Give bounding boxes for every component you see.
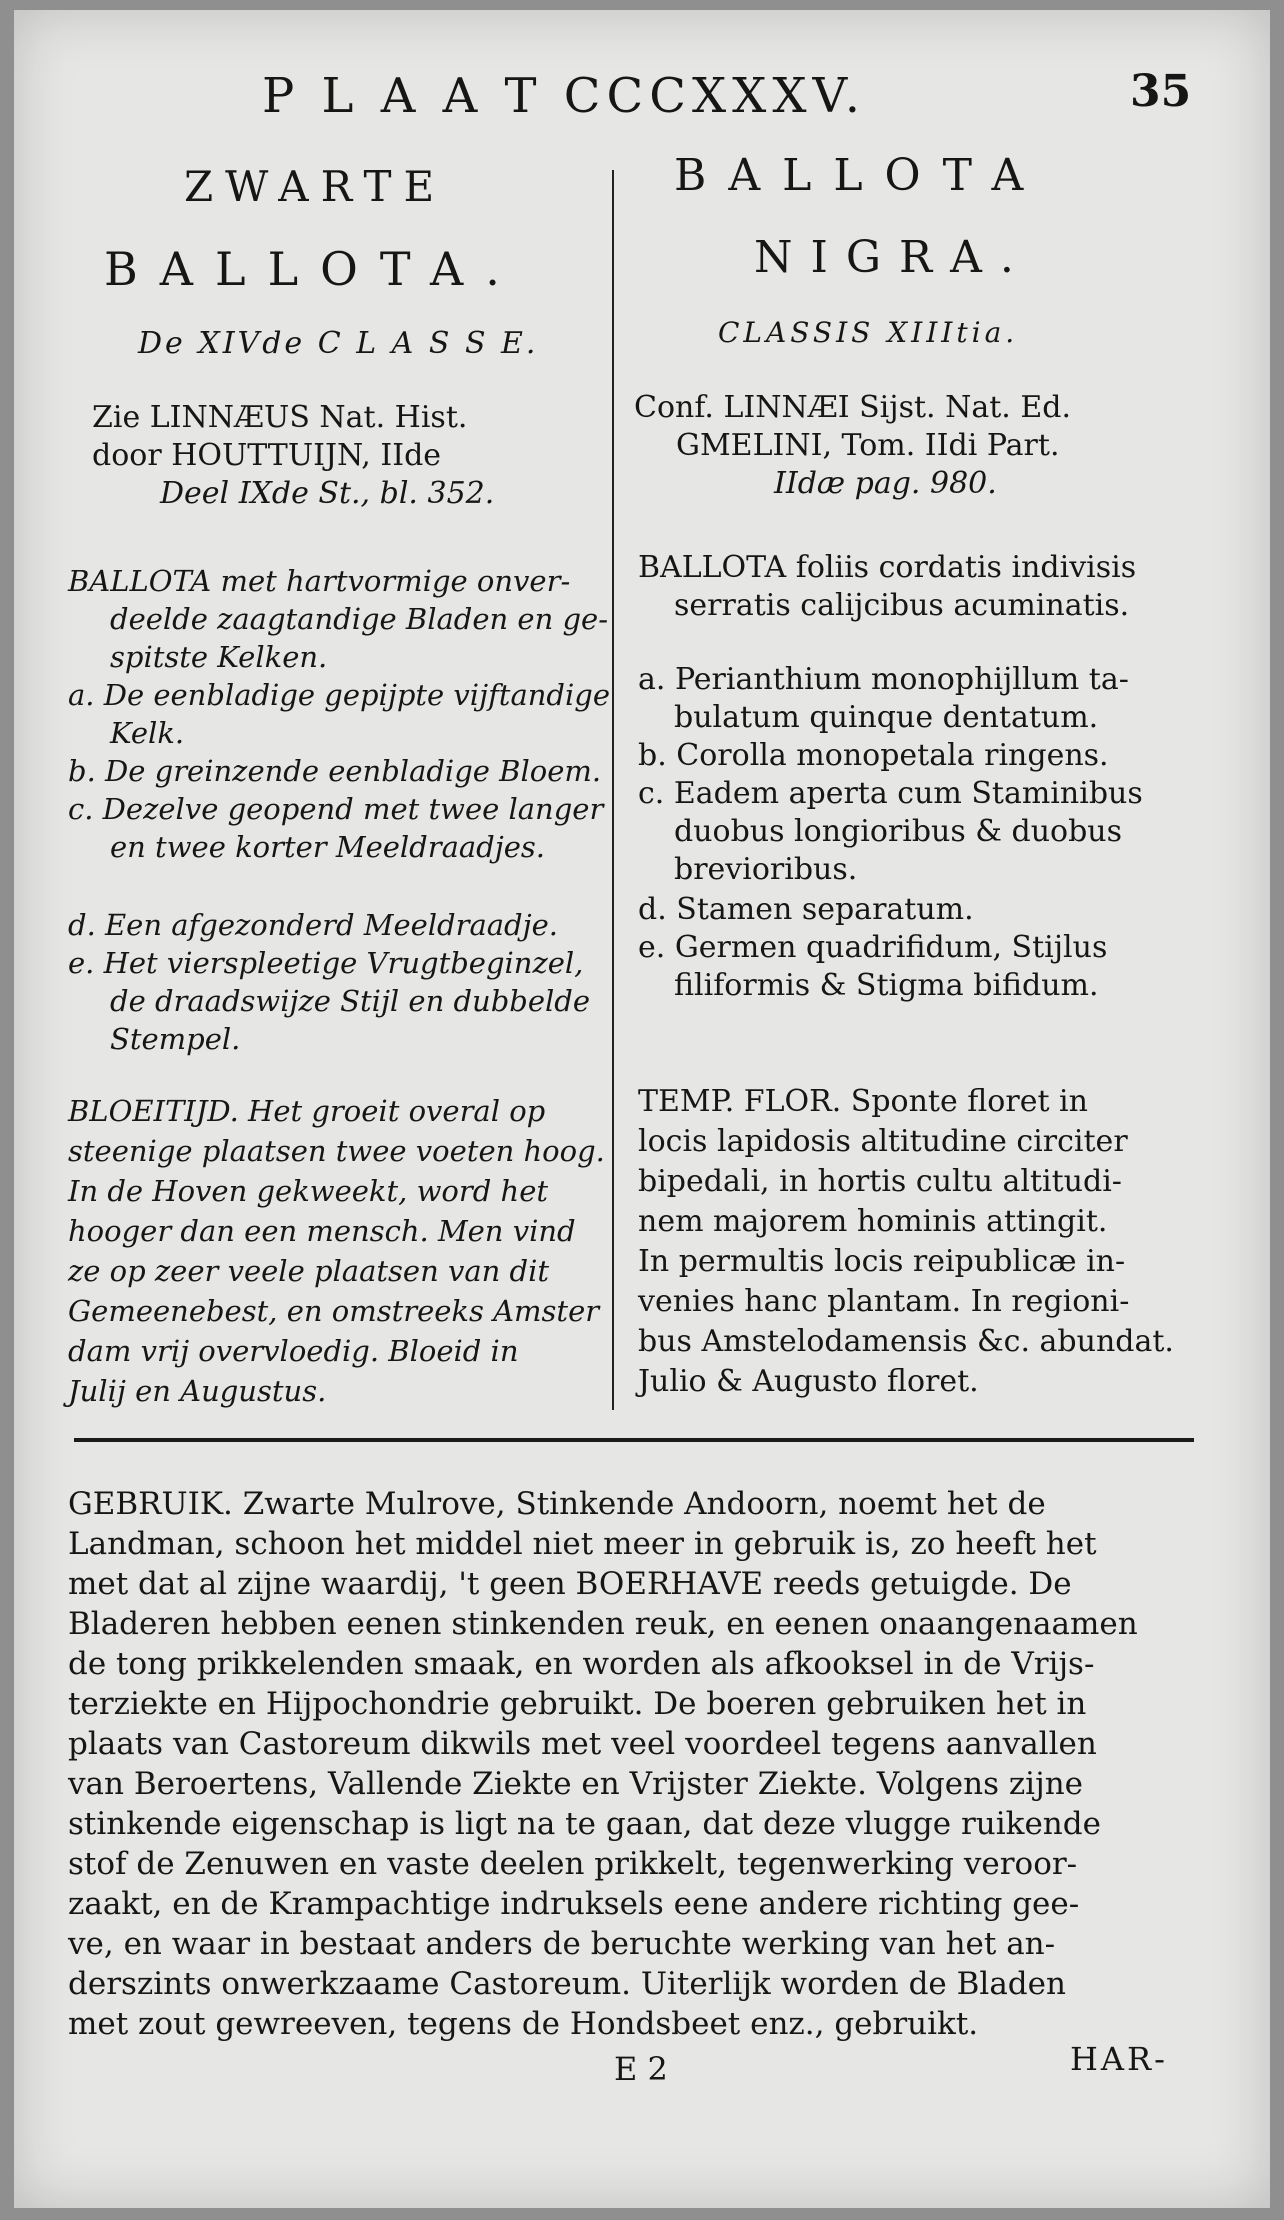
right-title-line-1: BALLOTA: [674, 150, 1046, 201]
flower-line: Gemeenebest, en omstreeks Amster: [68, 1294, 600, 1328]
ref-line: Deel IXde St., bl. 352.: [160, 476, 495, 511]
catchword: HAR-: [1070, 2040, 1168, 2078]
usage-line: met zout gewreeven, tegens de Hondsbeet enz., gebruikt.: [68, 2006, 979, 2042]
desc-line: BALLOTA foliis cordatis indivisis: [638, 550, 1137, 585]
usage-line: met dat al zijne waardij, 't geen BOERHAVE reeds getuigde. De: [68, 1566, 1072, 1602]
usage-line: zaakt, en de Krampachtige indruksels eene andere richting gee-: [68, 1886, 1080, 1922]
flower-line: locis lapidosis altitudine circiter: [638, 1124, 1128, 1159]
plate-title: P L A A T CCCXXXV.: [262, 68, 867, 124]
ref-line: Conf. LINNÆI Sijst. Nat. Ed.: [634, 390, 1072, 425]
usage-line: Landman, schoon het middel niet meer in gebruik is, zo heeft het: [68, 1526, 1097, 1562]
left-title-line-1: ZWARTE: [184, 162, 447, 211]
usage-line: terziekte en Hijpochondrie gebruikt. De boeren gebruiken het in: [68, 1686, 1087, 1722]
desc-line: Kelk.: [110, 716, 185, 750]
usage-line: GEBRUIK. Zwarte Mulrove, Stinkende Andoorn, noemt het de: [68, 1486, 1046, 1522]
flower-line: dam vrij overvloedig. Bloeid in: [68, 1334, 519, 1368]
desc-line: serratis calijcibus acuminatis.: [674, 588, 1130, 623]
desc-line: deelde zaagtandige Bladen en ge-: [110, 602, 609, 636]
desc-line: d. Stamen separatum.: [638, 892, 974, 927]
desc-line: brevioribus.: [674, 852, 858, 887]
ref-line: GMELINI, Tom. IIdi Part.: [676, 428, 1060, 463]
signature-mark: E 2: [614, 2050, 668, 2088]
ref-line: door HOUTTUIJN, IIde: [92, 438, 442, 473]
ref-line: Zie LINNÆUS Nat. Hist.: [92, 400, 468, 435]
desc-line: Stempel.: [110, 1022, 241, 1056]
desc-line: d. Een afgezonderd Meeldraadje.: [68, 908, 558, 942]
usage-line: stinkende eigenschap is ligt na te gaan, dat deze vlugge ruikende: [68, 1806, 1101, 1842]
column-divider: [612, 170, 614, 1410]
flower-line: nem majorem hominis attingit.: [638, 1204, 1108, 1239]
usage-line: de tong prikkelenden smaak, en worden als afkooksel in de Vrijs-: [68, 1646, 1095, 1682]
left-class-line: De XIVde C L A S S E.: [138, 326, 539, 361]
desc-line: e. Het vierspleetige Vrugtbeginzel,: [68, 946, 584, 980]
usage-line: Bladeren hebben eenen stinkenden reuk, en eenen onaangenaamen: [68, 1606, 1138, 1642]
flower-line: BLOEITIJD. Het groeit overal op: [68, 1094, 546, 1128]
usage-line: van Beroertens, Vallende Ziekte en Vrijster Ziekte. Volgens zijne: [68, 1766, 1084, 1802]
usage-line: plaats van Castoreum dikwils met veel voordeel tegens aanvallen: [68, 1726, 1097, 1762]
flower-line: Julio & Augusto floret.: [638, 1364, 979, 1399]
desc-line: b. Corolla monopetala ringens.: [638, 738, 1109, 773]
book-page: [14, 10, 1270, 2208]
flower-line: Julij en Augustus.: [68, 1374, 327, 1408]
desc-line: c. Eadem aperta cum Staminibus: [638, 776, 1143, 811]
desc-line: filiformis & Stigma bifidum.: [674, 968, 1099, 1003]
right-title-line-2: NIGRA.: [754, 232, 1032, 283]
desc-line: bulatum quinque dentatum.: [674, 700, 1099, 735]
desc-line: c. Dezelve geopend met twee langer: [68, 792, 604, 826]
right-class-line: CLASSIS XIIItia.: [718, 316, 1019, 349]
page-number: 35: [1130, 66, 1192, 117]
flower-line: In de Hoven gekweekt, word het: [68, 1174, 549, 1208]
desc-line: a. De eenbladige gepijpte vijftandige: [68, 678, 610, 712]
usage-line: ve, en waar in bestaat anders de beruchte werking van het an-: [68, 1926, 1056, 1962]
usage-line: stof de Zenuwen en vaste deelen prikkelt, tegenwerking veroor-: [68, 1846, 1078, 1882]
desc-line: en twee korter Meeldraadjes.: [110, 830, 545, 864]
desc-line: duobus longioribus & duobus: [674, 814, 1123, 849]
desc-line: a. Perianthium monophijllum ta-: [638, 662, 1129, 697]
usage-line: derszints onwerkzaame Castoreum. Uiterlijk worden de Bladen: [68, 1966, 1066, 2002]
flower-line: In permultis locis reipublicæ in-: [638, 1244, 1126, 1279]
flower-line: ze op zeer veele plaatsen van dit: [68, 1254, 550, 1288]
flower-line: venies hanc plantam. In regioni-: [638, 1284, 1130, 1319]
flower-line: bus Amstelodamensis &c. abundat.: [638, 1324, 1174, 1359]
left-title-line-2: BALLOTA.: [104, 242, 522, 296]
flower-line: steenige plaatsen twee voeten hoog.: [68, 1134, 605, 1168]
flower-line: TEMP. FLOR. Sponte floret in: [638, 1084, 1088, 1119]
flower-line: hooger dan een mensch. Men vind: [68, 1214, 576, 1248]
desc-line: BALLOTA met hartvormige onver-: [68, 564, 571, 598]
ref-line: IIdæ pag. 980.: [774, 466, 997, 501]
desc-line: de draadswijze Stijl en dubbelde: [110, 984, 591, 1018]
desc-line: b. De greinzende eenbladige Bloem.: [68, 754, 602, 788]
desc-line: e. Germen quadrifidum, Stijlus: [638, 930, 1108, 965]
flower-line: bipedali, in hortis cultu altitudi-: [638, 1164, 1122, 1199]
section-rule: [74, 1438, 1194, 1442]
desc-line: spitste Kelken.: [110, 640, 328, 674]
